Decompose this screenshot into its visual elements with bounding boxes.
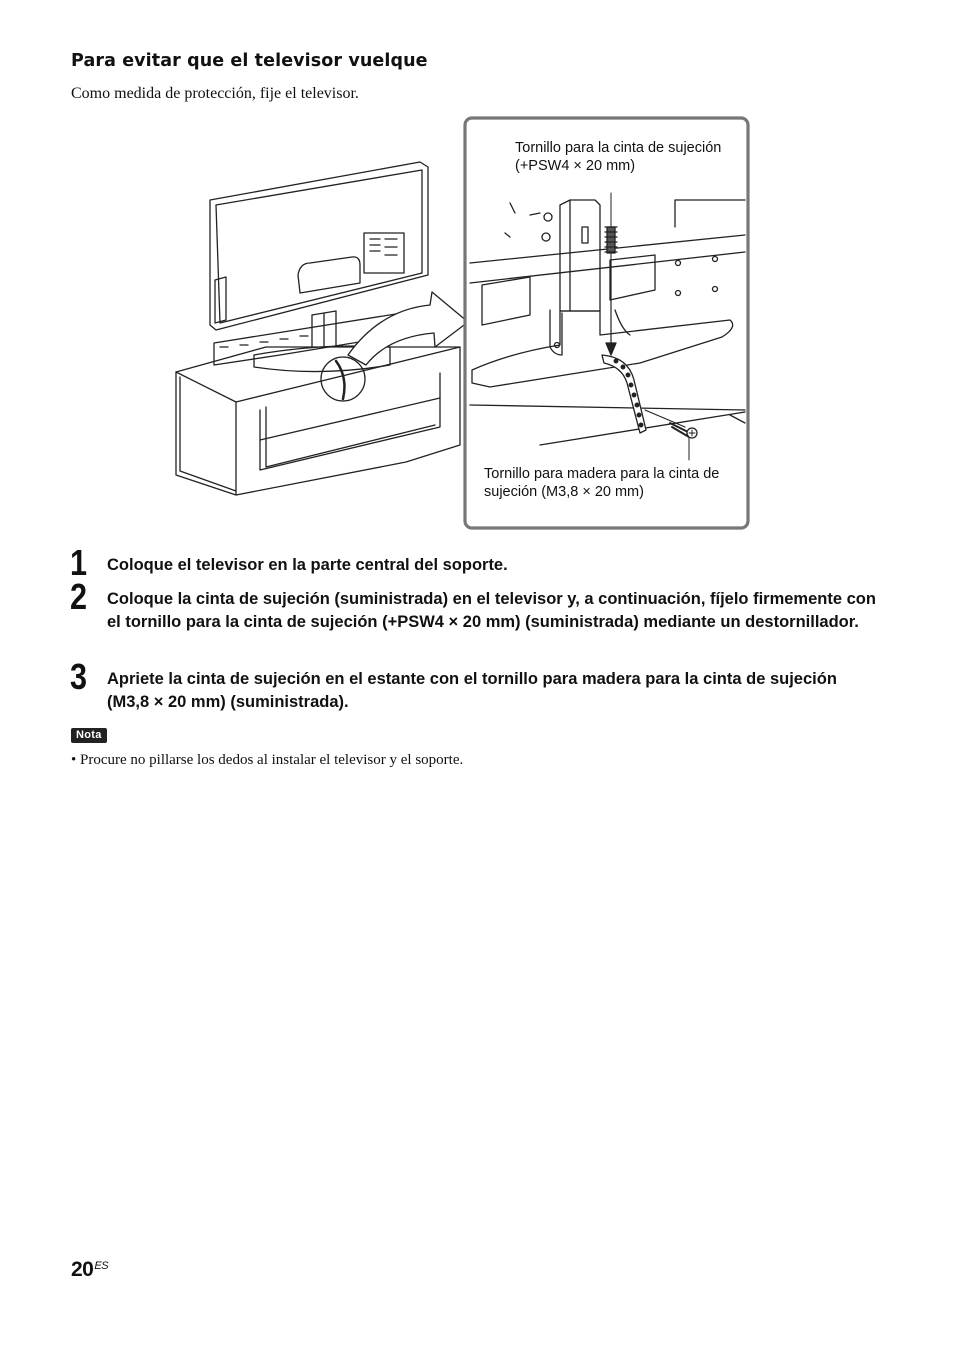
step-number: 2 bbox=[70, 576, 87, 617]
page-number bbox=[71, 1258, 108, 1282]
callout-top-line1: Tornillo para la cinta de sujeción bbox=[515, 140, 722, 156]
tv-rack-drawing bbox=[176, 347, 460, 495]
callout-arrow bbox=[348, 292, 468, 365]
step-number: 1 bbox=[70, 542, 87, 583]
note-label: Nota bbox=[71, 728, 107, 743]
page-language-code: ES bbox=[94, 1260, 109, 1272]
note-item: • Procure no pillarse los dedos al instalar el televisor y el soporte. bbox=[71, 752, 464, 768]
detail-inset bbox=[465, 118, 748, 528]
callout-bottom-line1: Tornillo para madera para la cinta de bbox=[484, 466, 720, 482]
step-text: Coloque el televisor en la parte central del soporte. bbox=[107, 556, 508, 574]
tv-strap-illustration bbox=[170, 115, 760, 535]
callout-top-line2: (+PSW4 × 20 mm) bbox=[515, 158, 636, 174]
step-number: 3 bbox=[70, 656, 87, 697]
intro-text: Como medida de protección, fije el televisor. bbox=[71, 85, 359, 102]
page-number-value: 20 bbox=[71, 1258, 94, 1281]
step-text: Apriete la cinta de sujeción en el estante con el tornillo para madera para la cinta de sujeción (M3,8 × 20 mm) (suministrada). bbox=[107, 670, 837, 711]
callout-bottom-line2: sujeción (M3,8 × 20 mm) bbox=[484, 484, 644, 500]
section-heading: Para evitar que el televisor vuelque bbox=[71, 51, 428, 71]
step-text: Coloque la cinta de sujeción (suministrada) en el televisor y, a continuación, fíjelo firmemente con el tornillo para la cinta de sujeción (+PSW4 × 20 mm) (suministrada) mediante un destornillador. bbox=[107, 590, 876, 631]
